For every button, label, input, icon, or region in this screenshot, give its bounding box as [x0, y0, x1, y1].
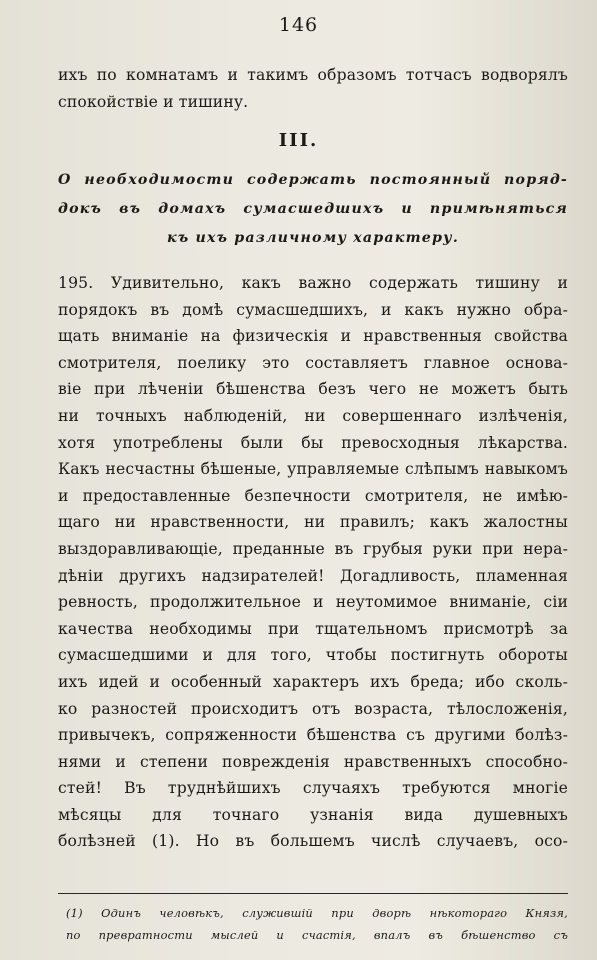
text-line: болѣзней (1). Но въ большемъ числѣ случаевъ, осо- — [58, 832, 568, 851]
text-line: стей! Въ труднѣйшихъ случаяхъ требуются многіе — [58, 779, 568, 798]
title-line: къ ихъ различному характеру. — [167, 230, 459, 246]
title-line: О необходимости содержать постоянный поряд- — [58, 172, 568, 188]
section-heading: III. — [278, 130, 319, 151]
text-line: ихъ по комнатамъ и такимъ образомъ тотчасъ водворялъ — [58, 66, 568, 84]
footnote — [66, 902, 568, 946]
section-title — [58, 166, 568, 253]
text-line: выздоравливающіе, преданные въ грубыя руки при нера- — [58, 539, 568, 558]
text-line: ихъ идей и особенный характеръ ихъ бреда; ибо сколь- — [58, 672, 568, 691]
text-line: порядокъ въ домѣ сумасшедшихъ, и какъ нужно обра- — [58, 300, 568, 319]
text-line: ревность, продолжительное и неутомимое вниманіе, сіи — [58, 593, 568, 612]
text-line: щаго ни нравственности, ни правилъ; какъ жалостны — [58, 513, 568, 532]
text-line: нями и степени поврежденія нравственныхъ способно- — [58, 752, 568, 771]
text-line: мѣсяцы для точнаго узнанія вида душевныхъ — [58, 805, 568, 824]
text-line: ко разностей происходитъ отъ возраста, тѣлосложенія, — [58, 699, 568, 718]
footnote-line: по превратности мыслей и счастія, впалъ въ бѣшенство съ — [66, 928, 568, 942]
main-paragraph — [58, 270, 568, 855]
text-line: качества необходимы при тщательномъ присмотрѣ за — [58, 619, 568, 638]
text-line: віе при лѣченіи бѣшенства безъ чего не можетъ быть — [58, 380, 568, 399]
footnote-divider — [58, 893, 568, 894]
text-line: и предоставленные безпечности смотрителя, не имѣю- — [58, 486, 568, 505]
text-line: смотрителя, поелику это составляетъ главное основа- — [58, 353, 568, 372]
text-line: щать вниманіе на физическія и нравственныя свойства — [58, 327, 568, 346]
text-line: спокойствіе и тишину. — [58, 92, 249, 111]
text-line: дѣніи другихъ надзирателей! Догадливость, пламенная — [58, 566, 568, 585]
page-number: 146 — [278, 14, 319, 36]
text-line: хотя употреблены были бы превосходныя лѣкарства. — [58, 433, 568, 452]
text-line: сумасшедшими и для того, чтобы постигнуть обороты — [58, 646, 568, 665]
footnote-line: (1) Одинъ человѣкъ, служившій при дворѣ нѣкотораго Князя, — [66, 906, 568, 920]
text-line: 195. Удивительно, какъ важно содержать тишину и — [58, 274, 568, 292]
text-line: ни точныхъ наблюденій, ни совершеннаго излѣченія, — [58, 406, 568, 425]
title-line: докъ въ домахъ сумасшедшихъ и примѣняться — [58, 201, 568, 217]
intro-paragraph — [58, 62, 568, 115]
text-line: Какъ несчастны бѣшеные, управляемые слѣпымъ навыкомъ — [58, 460, 568, 479]
text-line: привычекъ, сопряженности бѣшенства съ другими болѣз- — [58, 726, 568, 745]
